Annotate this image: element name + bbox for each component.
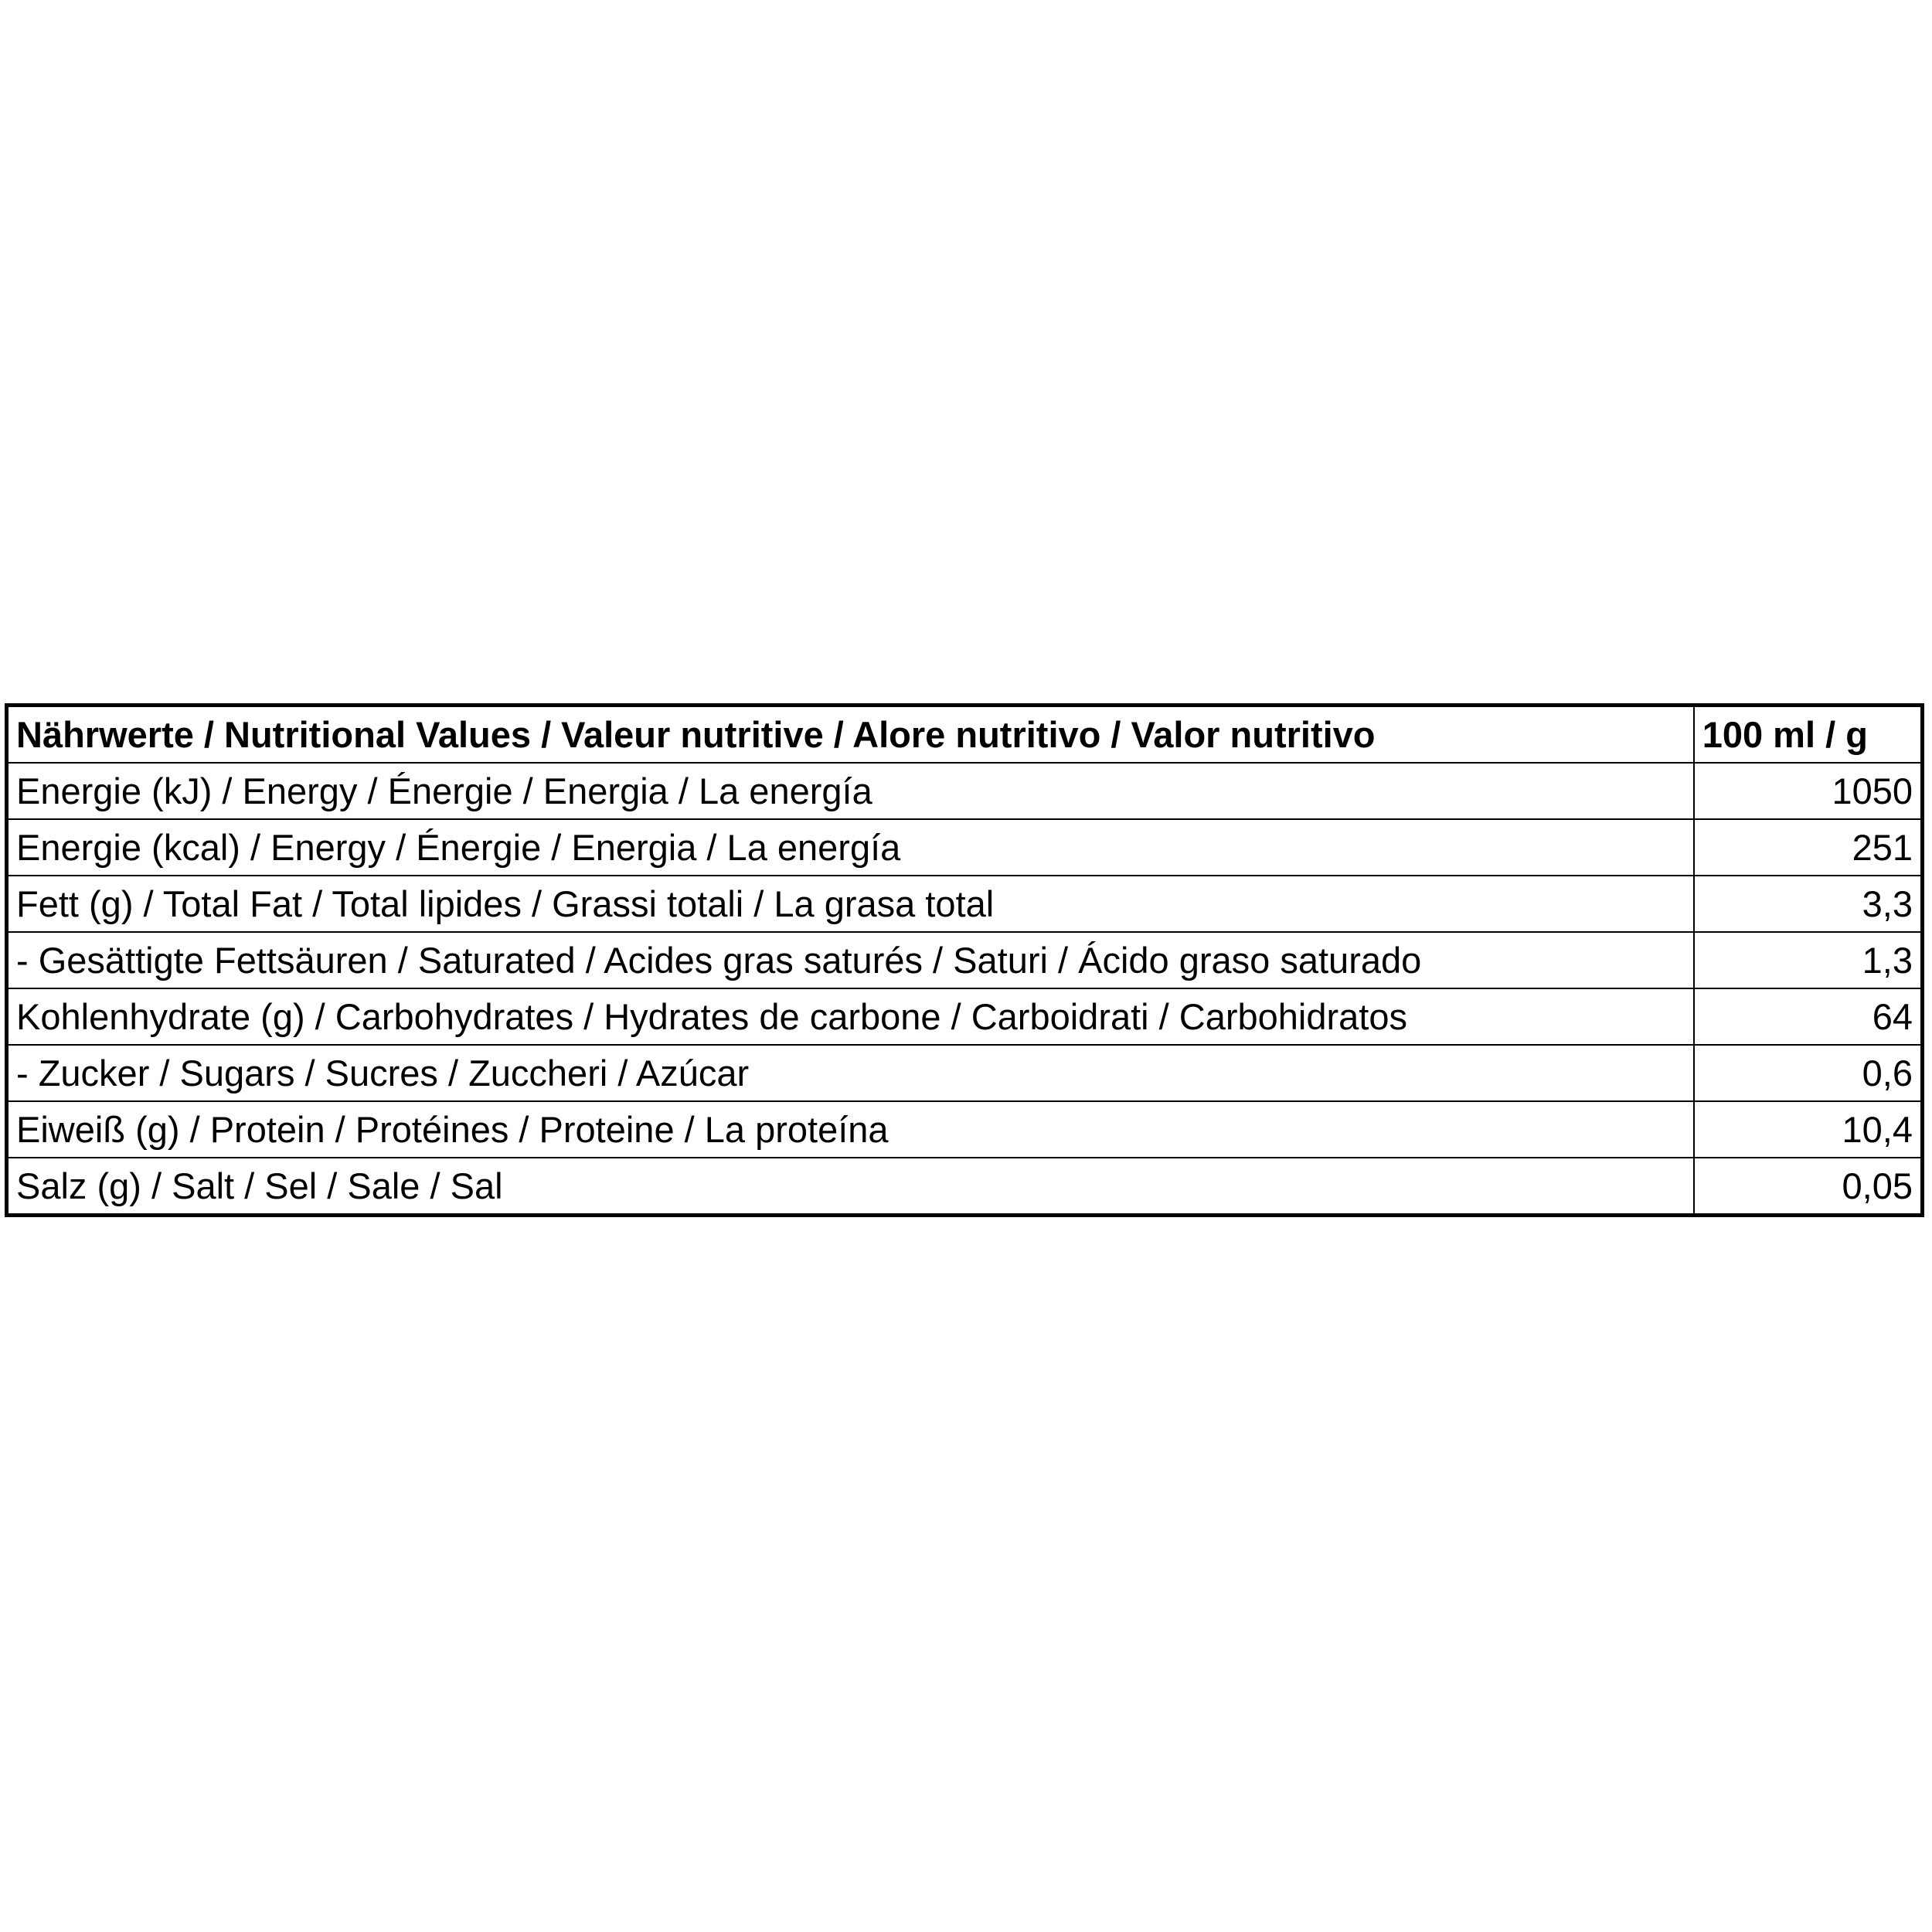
row-label: - Gesättigte Fettsäuren / Saturated / Acides gras saturés / Saturi / Ácido graso saturado bbox=[7, 932, 1694, 988]
table-row-fat bbox=[7, 876, 1923, 932]
row-value: 1050 bbox=[1694, 763, 1923, 819]
header-label: Nährwerte / Nutritional Values / Valeur nutritive / Alore nutritivo / Valor nutritivo bbox=[7, 706, 1694, 764]
row-label: Kohlenhydrate (g) / Carbohydrates / Hydrates de carbone / Carboidrati / Carbohidratos bbox=[7, 988, 1694, 1045]
row-label: - Zucker / Sugars / Sucres / Zuccheri / Azúcar bbox=[7, 1045, 1694, 1101]
table-row-protein bbox=[7, 1101, 1923, 1158]
row-value: 3,3 bbox=[1694, 876, 1923, 932]
table-row-salt bbox=[7, 1158, 1923, 1216]
row-label: Energie (kJ) / Energy / Énergie / Energia / La energía bbox=[7, 763, 1694, 819]
table-row-carbohydrates bbox=[7, 988, 1923, 1045]
row-value: 64 bbox=[1694, 988, 1923, 1045]
row-value: 0,05 bbox=[1694, 1158, 1923, 1216]
row-value: 1,3 bbox=[1694, 932, 1923, 988]
header-unit: 100 ml / g bbox=[1694, 706, 1923, 764]
row-value: 251 bbox=[1694, 819, 1923, 876]
table-row-sugars bbox=[7, 1045, 1923, 1101]
table-row-energy-kcal bbox=[7, 819, 1923, 876]
nutrition-table bbox=[5, 703, 1924, 1217]
row-value: 10,4 bbox=[1694, 1101, 1923, 1158]
row-value: 0,6 bbox=[1694, 1045, 1923, 1101]
row-label: Fett (g) / Total Fat / Total lipides / Grassi totali / La grasa total bbox=[7, 876, 1694, 932]
table-header-row bbox=[7, 706, 1923, 764]
row-label: Salz (g) / Salt / Sel / Sale / Sal bbox=[7, 1158, 1694, 1216]
row-label: Eiweiß (g) / Protein / Protéines / Proteine / La proteína bbox=[7, 1101, 1694, 1158]
row-label: Energie (kcal) / Energy / Énergie / Energia / La energía bbox=[7, 819, 1694, 876]
table-row-energy-kj bbox=[7, 763, 1923, 819]
table-row-saturated bbox=[7, 932, 1923, 988]
